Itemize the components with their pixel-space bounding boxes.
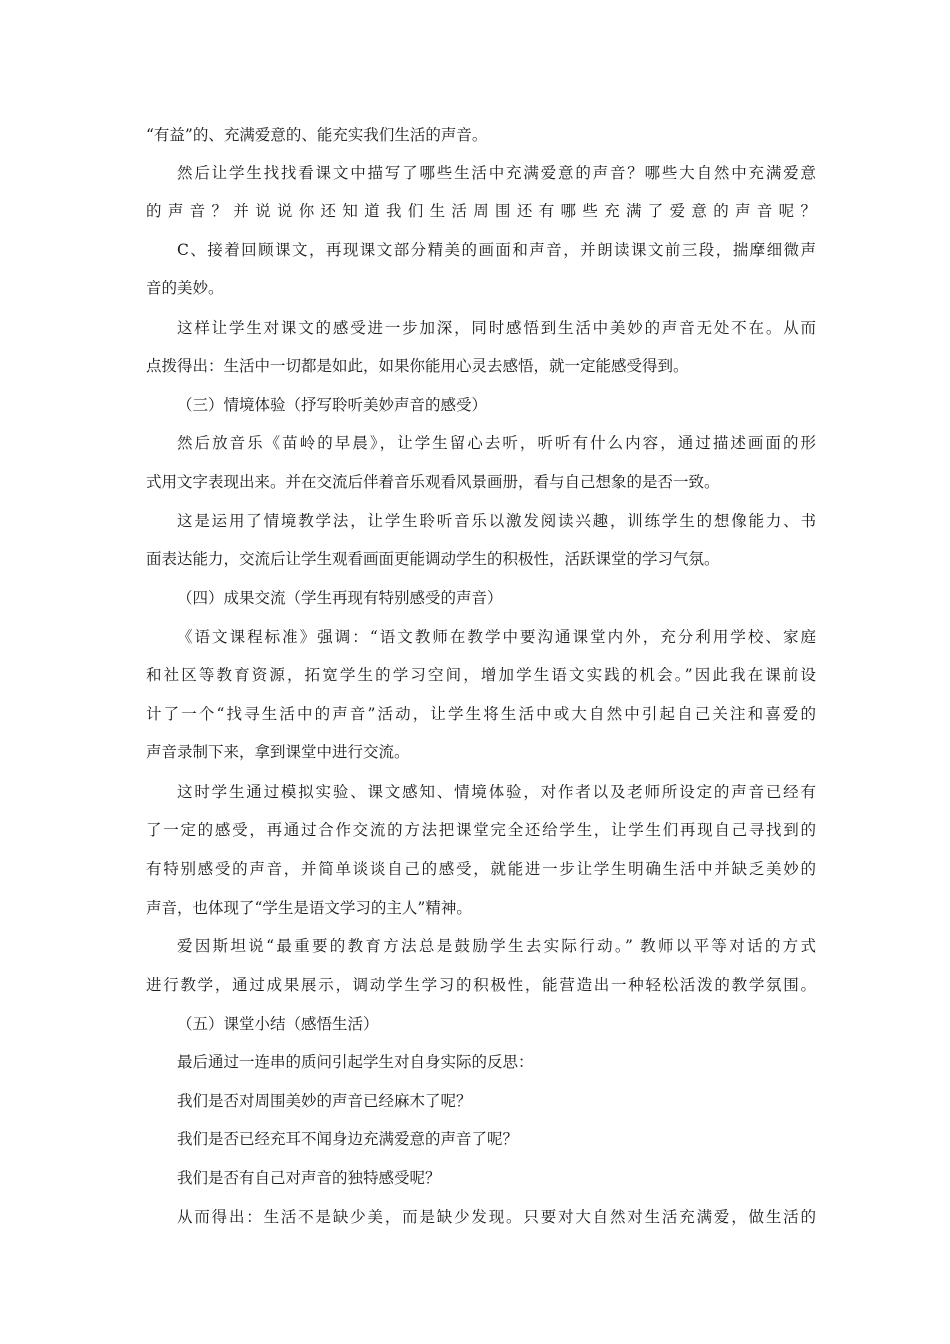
text-line: “有益”的、充满爱意的、能充实我们生活的声音。 [146,126,488,144]
section-heading: （四）成果交流（学生再现有特别感受的声音） [177,589,503,607]
text-line: 有特别感受的声音，并简单谈谈自己的感受，就能进一步让学生明确生活中并缺乏美妙的 [146,860,816,878]
text-line: 声音，也体现了“学生是语文学习的主人”精神。 [146,899,472,917]
text-line: 进行教学，通过成果展示，调动学生学习的积极性，能营造出一种轻松活泼的教学氛围。 [146,976,816,994]
text-line: 计了一个“找寻生活中的声音”活动，让学生将生活中或大自然中引起自己关注和喜爱的 [146,705,816,723]
text-line: 爱因斯坦说“最重要的教育方法总是鼓励学生去实际行动。” 教师以平等对话的方式 [177,937,816,955]
text-line: 声音录制下来，拿到课堂中进行交流。 [146,743,410,761]
section-heading: （五）课堂小结（感悟生活） [177,1015,379,1033]
text-line: 我们是否有自己对声音的独特感受呢？ [177,1169,441,1187]
text-line: 我们是否对周围美妙的声音已经麻木了呢？ [177,1092,472,1110]
text-line: 点拨得出：生活中一切都是如此，如果你能用心灵去感悟，就一定能感受得到。 [146,357,689,375]
text-line: 和社区等教育资源，拓宽学生的学习空间，增加学生语文实践的机会。”因此我在课前设 [146,666,816,684]
section-heading: （三）情境体验（抒写聆听美妙声音的感受） [177,396,488,414]
text-line: 的声音？并说说你还知道我们生活周围还有哪些充满了爱意的声音呢？ [146,202,816,220]
text-line: 《语文课程标准》强调：“语文教师在教学中要沟通课堂内外，充分利用学校、家庭 [177,628,816,646]
text-line: 这时学生通过模拟实验、课文感知、情境体验，对作者以及老师所设定的声音已经有 [177,783,816,801]
text-line: 式用文字表现出来。并在交流后伴着音乐观看风景画册，看与自己想象的是否一致。 [146,473,720,491]
text-line: 音的美妙。 [146,279,224,297]
text-line: 面表达能力，交流后让学生观看画面更能调动学生的积极性，活跃课堂的学习气氛。 [146,550,720,568]
text-line: 最后通过一连串的质问引起学生对自身实际的反思： [177,1053,534,1071]
text-line: 这样让学生对课文的感受进一步加深，同时感悟到生活中美妙的声音无处不在。从而 [177,319,816,337]
text-line: 然后放音乐《苗岭的早晨》，让学生留心去听，听听有什么内容，通过描述画面的形 [177,434,816,452]
text-line: 然后让学生找找看课文中描写了哪些生活中充满爱意的声音？哪些大自然中充满爱意 [177,164,816,182]
text-line: 这是运用了情境教学法，让学生聆听音乐以激发阅读兴趣，训练学生的想像能力、书 [177,512,816,530]
text-line: 我们是否已经充耳不闻身边充满爱意的声音了呢？ [177,1130,519,1148]
text-line: C、接着回顾课文，再现课文部分精美的画面和声音，并朗读课文前三段，揣摩细微声 [177,241,816,259]
text-line: 从而得出：生活不是缺少美，而是缺少发现。只要对大自然对生活充满爱，做生活的 [177,1208,816,1226]
text-line: 了一定的感受，再通过合作交流的方法把课堂完全还给学生，让学生们再现自己寻找到的 [146,821,816,839]
